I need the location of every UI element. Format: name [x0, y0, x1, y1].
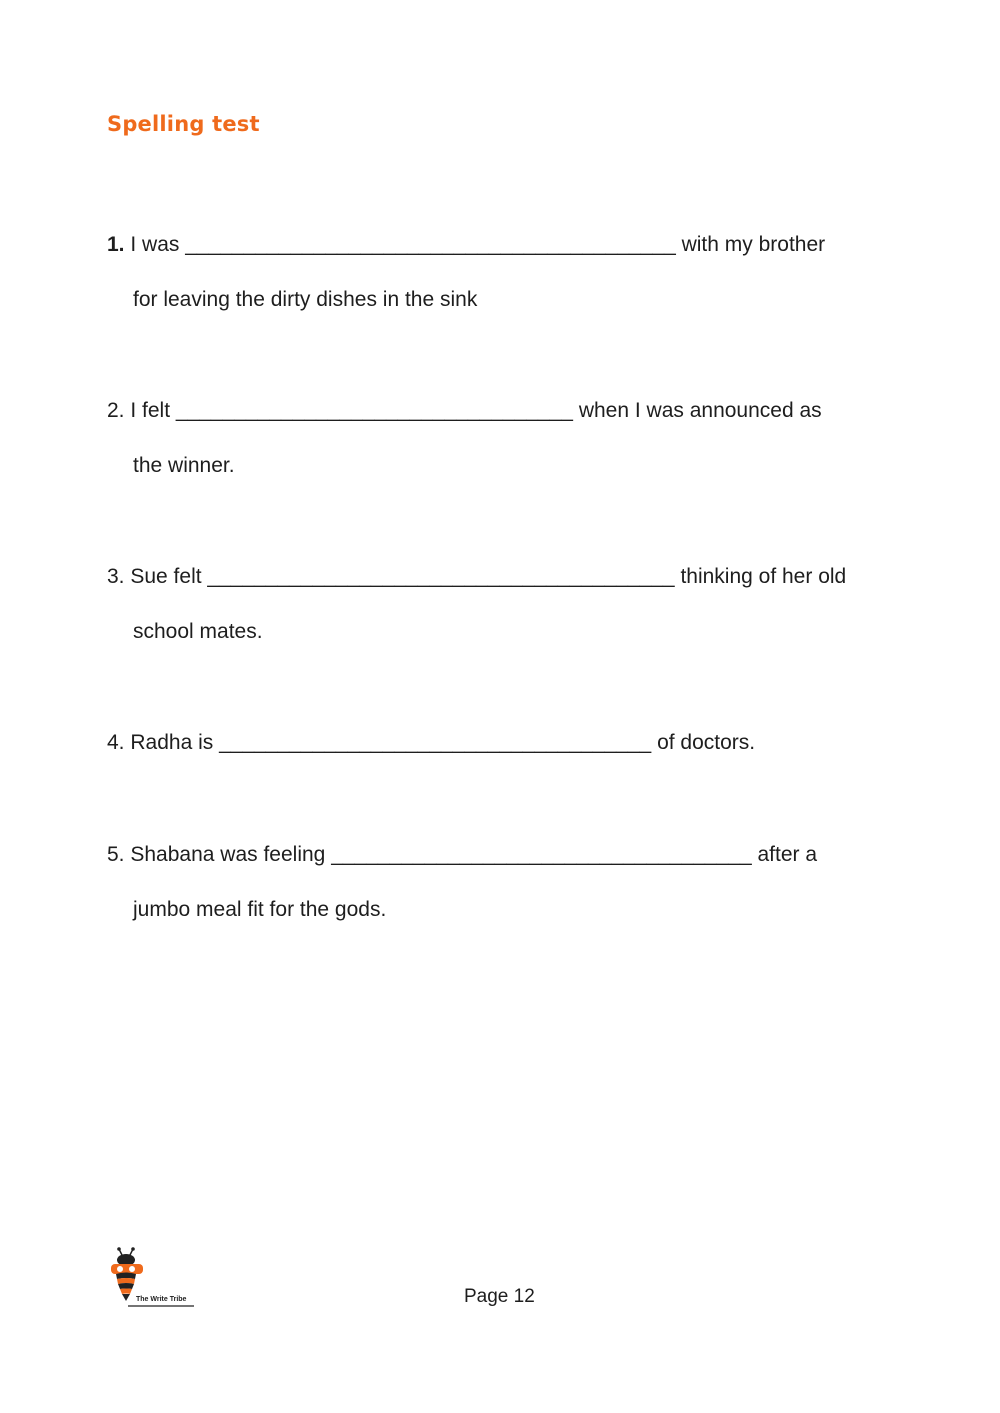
question-2 — [107, 398, 822, 479]
question-number: 5. — [107, 843, 125, 866]
question-3 — [107, 564, 846, 645]
question-line — [107, 842, 817, 868]
question-text-before: I was — [130, 233, 180, 256]
question-5 — [107, 842, 817, 923]
question-line — [107, 564, 846, 590]
question-text-after: of doctors. — [657, 731, 756, 754]
logo-text: The Write Tribe — [136, 1296, 187, 1303]
answer-blank[interactable]: __________________________________________ — [185, 233, 676, 256]
answer-blank[interactable]: ________________________________________ — [207, 565, 675, 588]
question-continuation: jumbo meal fit for the gods. — [133, 898, 387, 921]
question-text-before: Radha is — [130, 731, 214, 754]
question-text-before: I felt — [130, 399, 171, 422]
question-number: 4. — [107, 731, 125, 754]
question-number: 3. — [107, 565, 125, 588]
question-number: 2. — [107, 399, 125, 422]
question-1 — [107, 232, 825, 313]
question-text-after: with my brother — [681, 233, 826, 256]
write-tribe-logo — [108, 1247, 198, 1309]
answer-blank[interactable]: _____________________________________ — [219, 731, 652, 754]
question-continuation: school mates. — [133, 620, 263, 643]
question-line — [107, 232, 825, 258]
page-number: Page 12 — [464, 1286, 535, 1307]
question-text-after: when I was announced as — [578, 399, 822, 422]
question-text-before: Sue felt — [130, 565, 202, 588]
page-title: Spelling test — [107, 112, 260, 136]
question-text-after: after a — [757, 843, 818, 866]
question-line — [107, 398, 822, 424]
question-text-before: Shabana was feeling — [130, 843, 326, 866]
question-continuation: the winner. — [133, 454, 235, 477]
answer-blank[interactable]: ____________________________________ — [331, 843, 752, 866]
question-4 — [107, 730, 755, 756]
question-text-after: thinking of her old — [680, 565, 847, 588]
question-line — [107, 730, 755, 756]
answer-blank[interactable]: __________________________________ — [175, 399, 573, 422]
question-number: 1. — [107, 233, 125, 256]
question-continuation: for leaving the dirty dishes in the sink — [133, 288, 478, 311]
